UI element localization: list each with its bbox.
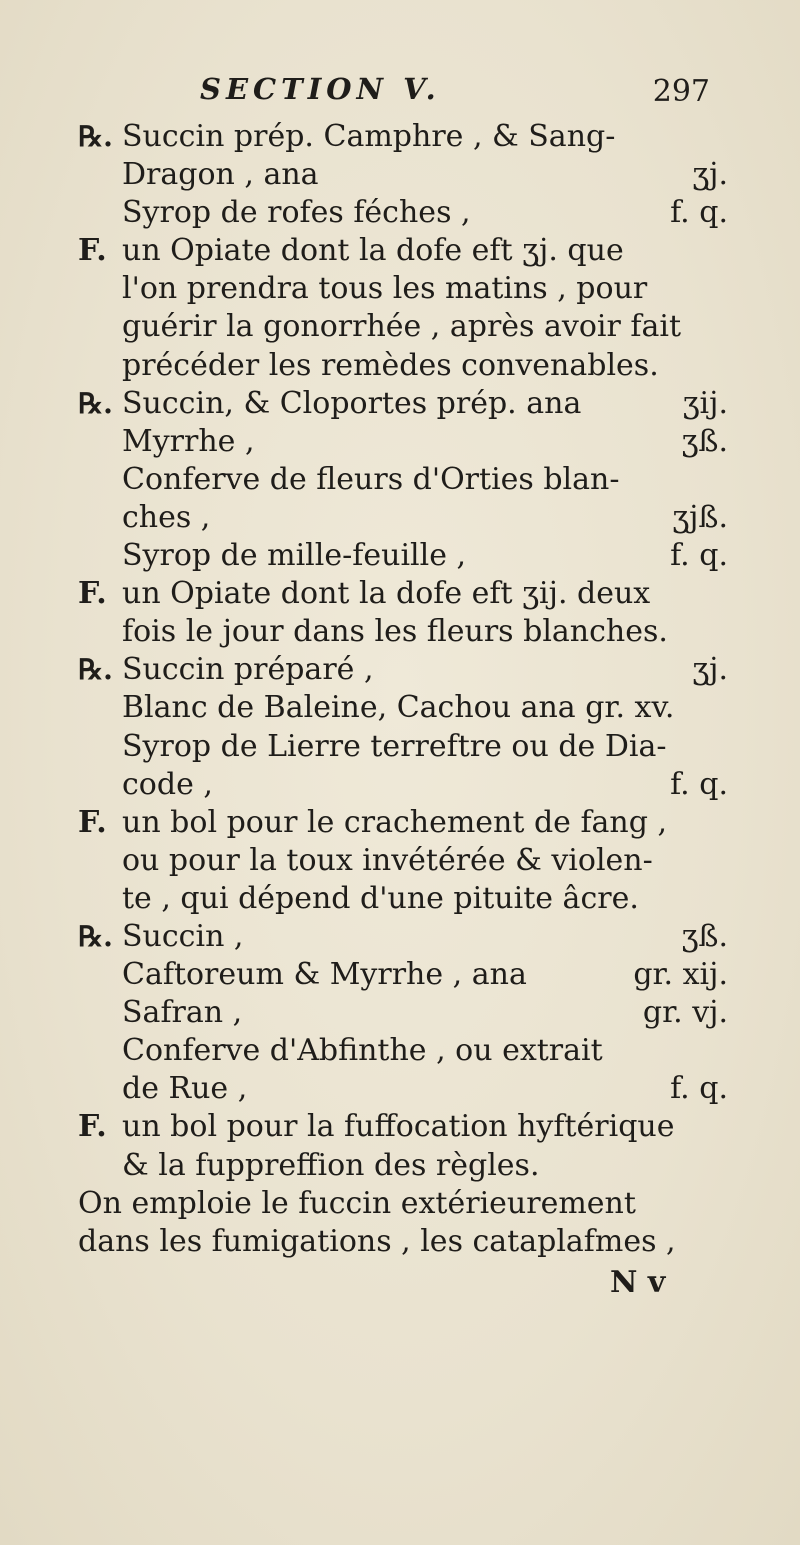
text-line: [78, 689, 728, 727]
text-line: [78, 423, 728, 461]
formula-marker: F.: [78, 576, 107, 612]
dosage-quantity: ʒß.: [681, 423, 728, 459]
text-line: [78, 1108, 728, 1146]
text-line: [78, 1147, 728, 1185]
text-line: [78, 461, 728, 499]
line-text: Syrop de rofes féches ,: [122, 195, 471, 231]
dosage-quantity: gr. vj.: [642, 995, 728, 1031]
text-line: [78, 347, 728, 385]
text-line: [78, 537, 728, 575]
line-text: Dragon , ana: [122, 157, 319, 193]
line-text: Safran ,: [122, 995, 243, 1031]
text-line: [78, 613, 728, 651]
text-line: [78, 118, 728, 156]
dosage-quantity: ʒij.: [682, 385, 728, 421]
text-line: [78, 1223, 728, 1261]
text-line: [78, 1070, 728, 1108]
line-text: Succin ,: [122, 918, 244, 954]
recipe-marker: ℞.: [78, 919, 113, 953]
text-body: [78, 118, 728, 1261]
text-line: [78, 1032, 728, 1070]
page-number: 297: [652, 74, 710, 109]
dosage-quantity: gr. xij.: [633, 957, 728, 993]
dosage-quantity: ʒß.: [681, 918, 728, 954]
line-text: ches ,: [122, 499, 211, 535]
text-line: [78, 651, 728, 689]
line-text: Succin, & Cloportes prép. ana: [122, 385, 582, 421]
text-line: [78, 956, 728, 994]
line-text: Caftoreum & Myrrhe , ana: [122, 957, 527, 993]
signature-mark: N v: [610, 1265, 666, 1300]
text-line: [78, 499, 728, 537]
paragraph-text: On emploie le fuccin extérieurement: [78, 1185, 636, 1221]
dosage-quantity: ʒj.: [692, 157, 728, 193]
running-head: SECTION V.: [200, 72, 441, 106]
line-text: l'on prendra tous les matins , pour: [122, 271, 648, 307]
line-text: Myrrhe ,: [122, 423, 255, 459]
line-text: fois le jour dans les fleurs blanches.: [122, 614, 668, 650]
line-text: Blanc de Baleine, Cachou ana gr. xv.: [122, 690, 675, 726]
text-line: [78, 918, 728, 956]
line-text: Syrop de Lierre terreftre ou de Dia-: [122, 728, 667, 764]
line-text: guérir la gonorrhée , après avoir fait: [122, 309, 681, 345]
line-text: & la fuppreffion des règles.: [122, 1147, 540, 1183]
line-text: Conferve d'Abfinthe , ou extrait: [122, 1033, 603, 1069]
line-text: un Opiate dont la dofe eft ʒij. deux: [122, 576, 651, 612]
line-text: Succin préparé ,: [122, 652, 374, 688]
dosage-quantity: f. q.: [670, 1071, 728, 1107]
line-text: un Opiate dont la dofe eft ʒj. que: [122, 233, 624, 269]
line-text: Syrop de mille-feuille ,: [122, 538, 467, 574]
line-text: précéder les remèdes convenables.: [122, 347, 659, 383]
text-line: [78, 270, 728, 308]
line-text: ou pour la toux invétérée & violen-: [122, 842, 653, 878]
line-text: code ,: [122, 766, 213, 802]
line-text: Succin prép. Camphre , & Sang-: [122, 119, 616, 154]
text-line: [78, 194, 728, 232]
line-text: un bol pour le crachement de fang ,: [122, 804, 668, 840]
dosage-quantity: ʒj.: [692, 652, 728, 688]
formula-marker: F.: [78, 233, 107, 269]
paragraph-text: dans les fumigations , les cataplafmes ,: [78, 1223, 676, 1259]
recipe-marker: ℞.: [78, 120, 113, 153]
text-line: [78, 842, 728, 880]
text-line: [78, 804, 728, 842]
recipe-marker: ℞.: [78, 386, 113, 420]
dosage-quantity: f. q.: [670, 195, 728, 231]
line-text: un bol pour la fuffocation hyftérique: [122, 1109, 675, 1145]
text-line: [78, 232, 728, 270]
recipe-marker: ℞.: [78, 653, 113, 687]
dosage-quantity: ʒjß.: [672, 499, 728, 535]
text-line: [78, 766, 728, 804]
text-line: [78, 575, 728, 613]
text-line: [78, 994, 728, 1032]
text-line: [78, 308, 728, 346]
dosage-quantity: f. q.: [670, 766, 728, 802]
line-text: Conferve de fleurs d'Orties blan-: [122, 461, 620, 497]
text-line: [78, 728, 728, 766]
text-line: [78, 880, 728, 918]
text-line: [78, 1185, 728, 1223]
formula-marker: F.: [78, 1109, 107, 1145]
text-line: [78, 156, 728, 194]
formula-marker: F.: [78, 804, 107, 840]
line-text: te , qui dépend d'une pituite âcre.: [122, 880, 639, 916]
dosage-quantity: f. q.: [670, 538, 728, 574]
line-text: de Rue ,: [122, 1071, 248, 1107]
page-header: [200, 72, 710, 112]
text-line: [78, 385, 728, 423]
